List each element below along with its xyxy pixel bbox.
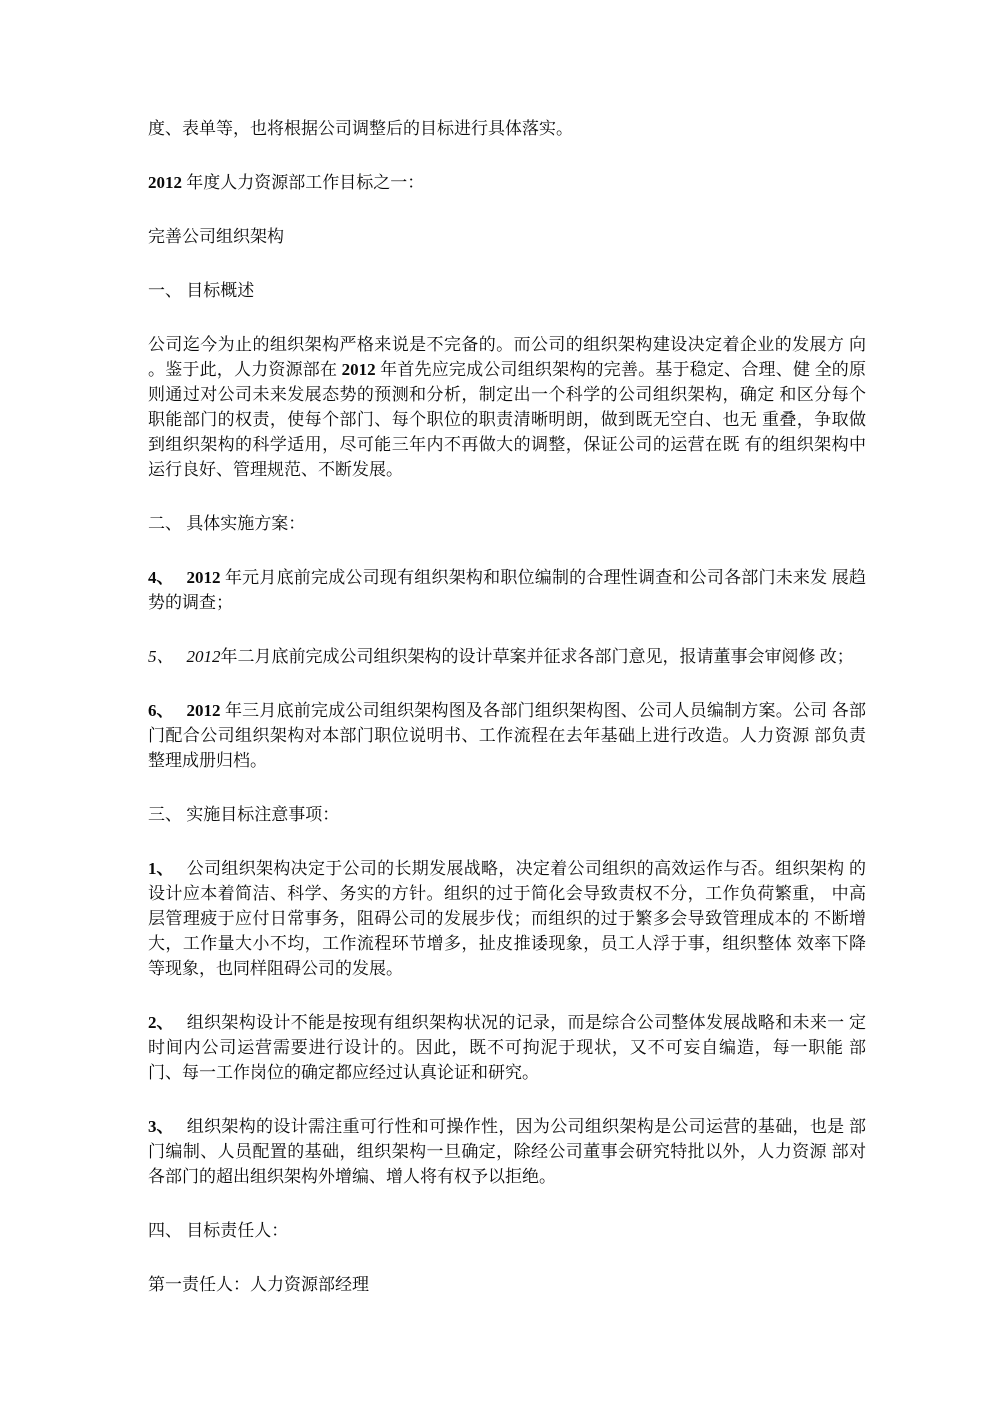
heading-notes xyxy=(148,802,866,827)
text-run: 公司组织架构决定于公司的长期发展战略，决定着公司组织的高效运作与否。组织架构 的设计应本着简洁、科学、务实的方针。组织的过于简化会导致责权不分，工作负荷繁重， 中高层管理疲于应付日常事务，阻碍公司的发展步伐；而组织的过于繁多会导致管理成本的 不断增大，工作量大小不均，工作流程环节增多，扯皮推诿现象，员工人浮于事，组织整体 效率下降等现象，也同样阻碍公司的发展。 xyxy=(148,859,866,978)
para-overview xyxy=(148,332,866,482)
year-bold: 2012 xyxy=(186,701,221,720)
text-run: 年二月底前完成公司组织架构的设计草案并征求各部门意见，报请董事会审阅修 改； xyxy=(220,647,854,666)
subtitle xyxy=(148,224,866,249)
section-heading-text: 四、 目标责任人： xyxy=(148,1221,289,1240)
text-run: 年首先应完成公司组织架构的完善。基于稳定、合理、健 全的原则通过对公司未来发展态势的预测和分析，制定出一个科学的公司组织架构，确定 和区分每个职能部门的权责，使每个部门、每个职位的职责清晰明朗，做到既无空白、也无 重叠，争取做到组织架构的科学适用，尽可能三年内不再做大的调整，保证公司的运营在既 有的组织架构中运行良好、管理规范、不断发展。 xyxy=(148,360,867,479)
list-marker: 2、 xyxy=(148,1013,174,1032)
text-run: 第一责任人：人力资源部经理 xyxy=(148,1275,369,1294)
note-2 xyxy=(148,1010,866,1085)
heading-owner xyxy=(148,1218,866,1243)
list-marker: 3、 xyxy=(148,1117,174,1136)
year-bold: 2012 xyxy=(148,173,182,192)
text-run: 年度人力资源部工作目标之一： xyxy=(182,173,425,192)
list-marker: 5、 xyxy=(148,647,174,666)
text-run: 度、表单等，也将根据公司调整后的目标进行具体落实。 xyxy=(148,119,573,138)
note-1 xyxy=(148,856,866,981)
text-run: 年三月底前完成公司组织架构图及各部门组织架构图、公司人员编制方案。公司 各部门配合公司组织架构对本部门职位说明书、工作流程在去年基础上进行改造。人力资源 部负责整理成册归档。 xyxy=(148,701,866,770)
year-bold: 2012 xyxy=(186,568,221,587)
year-italic: 2012 xyxy=(186,647,221,666)
intro-line xyxy=(148,116,866,141)
item-6 xyxy=(148,698,866,773)
section-heading-text: 三、 实施目标注意事项： xyxy=(148,805,340,824)
list-marker: 1、 xyxy=(148,859,174,878)
section-heading-text: 二、 具体实施方案： xyxy=(148,514,306,533)
section-heading-text: 一、 目标概述 xyxy=(148,281,255,300)
note-3 xyxy=(148,1114,866,1189)
text-run: 年元月底前完成公司现有组织架构和职位编制的合理性调查和公司各部门未来发 展趋势的调查； xyxy=(148,568,866,612)
list-marker: 4、 xyxy=(148,568,174,587)
owner-line xyxy=(148,1272,866,1297)
year-bold: 2012 xyxy=(341,360,376,379)
item-5 xyxy=(148,644,866,669)
text-run: 组织架构设计不能是按现有组织架构状况的记录，而是综合公司整体发展战略和未来一 定时间内公司运营需要进行设计的。因此，既不可拘泥于现状，又不可妄自编造，每一职能 部门、每一工作岗位的确定都应经过认真论证和研究。 xyxy=(148,1013,866,1082)
text-run: 公司迄今为止的组织架构严格来说是不完备的。而公司的组织架构建设决定着企业的发展方 向 。鉴于此，人力资源部在 xyxy=(148,335,866,379)
list-marker: 6、 xyxy=(148,701,174,720)
item-4 xyxy=(148,565,866,615)
text-run: 组织架构的设计需注重可行性和可操作性，因为公司组织架构是公司运营的基础，也是 部门编制、人员配置的基础，组织架构一旦确定，除经公司董事会研究特批以外，人力资源 部对各部门的超出组织架构外增编、增人将有权予以拒绝。 xyxy=(148,1117,866,1186)
text-run: 完善公司组织架构 xyxy=(148,227,284,246)
doc-title xyxy=(148,170,866,195)
heading-overview xyxy=(148,278,866,303)
heading-plan xyxy=(148,511,866,536)
